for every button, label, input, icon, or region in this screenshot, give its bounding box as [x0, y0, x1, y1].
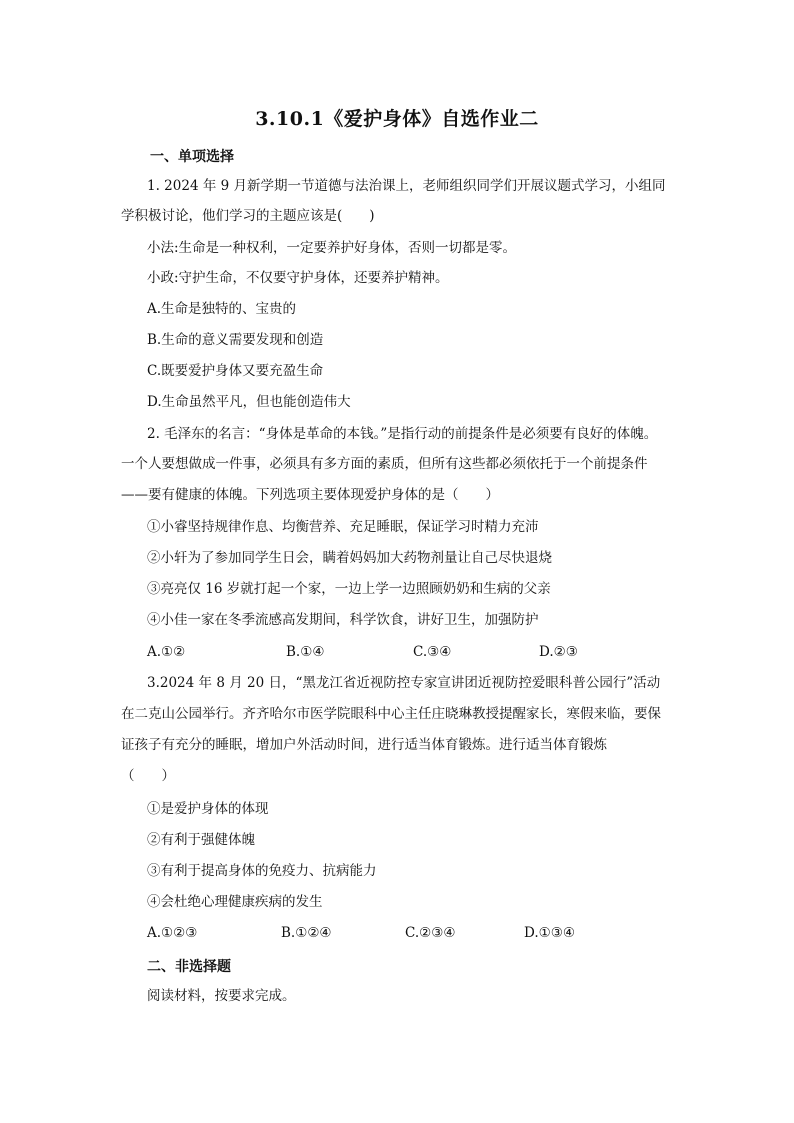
q2-option-d: D.②③ — [539, 644, 578, 660]
q3-stem-line-3: 证孩子有充分的睡眠，增加户外活动时间，进行适当体育锻炼。进行适当体育锻炼 — [121, 737, 607, 753]
q3-stem-line-4: （ ） — [121, 768, 175, 784]
q1-option-a: A.生命是独特的、宝贵的 — [147, 301, 297, 317]
section-heading-non-choice: 二、非选择题 — [147, 959, 231, 975]
q2-stem-line-1: 2. 毛泽东的名言：“身体是革命的本钱。”是指行动的前提条件是必须要有良好的体魄。 — [147, 426, 658, 442]
q3-option-d: D.①③④ — [524, 925, 575, 941]
q2-stem-line-3: ——要有健康的体魄。下列选项主要体现爱护身体的是（ ） — [121, 487, 499, 503]
q3-option-c: C.②③④ — [405, 925, 456, 941]
q2-item-3: ③亮亮仅 16 岁就打起一个家，一边上学一边照顾奶奶和生病的父亲 — [147, 581, 551, 597]
q3-item-4: ④会杜绝心理健康疾病的发生 — [147, 894, 323, 910]
section-heading-single-choice: 一、单项选择 — [150, 149, 234, 165]
q2-item-4: ④小佳一家在冬季流感高发期间，科学饮食，讲好卫生，加强防护 — [147, 612, 539, 628]
q2-stem-line-2: 一个人要想做成一件事，必须具有多方面的素质，但所有这些都必须依托于一个前提条件 — [121, 456, 648, 472]
q1-stem-line-2: 学积极讨论，他们学习的主题应该是( ) — [121, 208, 375, 224]
document-title: 3.10.1《爱护身体》自选作业二 — [255, 108, 539, 130]
q2-option-b: B.①④ — [286, 644, 325, 660]
q3-option-a: A.①②③ — [147, 925, 198, 941]
q1-option-b: B.生命的意义需要发现和创造 — [147, 332, 324, 348]
q2-option-c: C.③④ — [413, 644, 452, 660]
q1-stem-line-1: 1. 2024 年 9 月新学期一节道德与法治课上，老师组织同学们开展议题式学习，小组同 — [147, 178, 666, 194]
q3-stem-line-2: 在二克山公园举行。齐齐哈尔市医学院眼科中心主任庄晓琳教授提醒家长，寒假来临，要保 — [121, 706, 661, 722]
q3-item-2: ②有利于强健体魄 — [147, 832, 255, 848]
q1-option-c: C.既要爱护身体又要充盈生命 — [147, 363, 324, 379]
instruction-text: 阅读材料，按要求完成。 — [147, 988, 296, 1004]
q2-option-a: A.①② — [147, 644, 186, 660]
q1-option-d: D.生命虽然平凡，但也能创造伟大 — [147, 394, 351, 410]
q2-item-1: ①小睿坚持规律作息、均衡营养、充足睡眠，保证学习时精力充沛 — [147, 519, 539, 535]
q1-speaker-2: 小政:守护生命，不仅要守护身体，还要养护精神。 — [147, 270, 449, 286]
q1-speaker-1: 小法:生命是一种权利，一定要养护好身体，否则一切都是零。 — [147, 240, 517, 256]
q2-item-2: ②小轩为了参加同学生日会，瞒着妈妈加大药物剂量让自己尽快退烧 — [147, 550, 552, 566]
q3-stem-line-1: 3.2024 年 8 月 20 日，“黑龙江省近视防控专家宣讲团近视防控爱眼科普公园行”活动 — [147, 675, 661, 691]
q3-option-b: B.①②④ — [281, 925, 332, 941]
q3-item-1: ①是爱护身体的体现 — [147, 801, 269, 817]
q3-item-3: ③有利于提高身体的免疫力、抗病能力 — [147, 863, 377, 879]
